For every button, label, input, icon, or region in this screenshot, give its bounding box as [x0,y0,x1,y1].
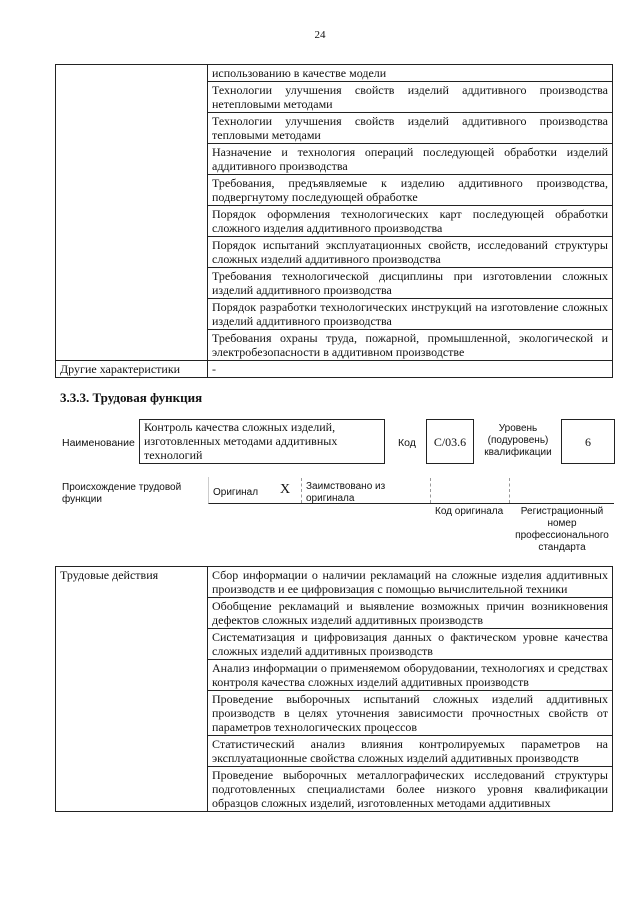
level-box [561,419,615,464]
knowledge-row: Требования технологической дисциплины при изготовлении сложных изделий аддитивного производства [208,268,613,299]
knowledge-row: Технологии улучшения свойств изделий аддитивного производства тепловыми методами [208,113,613,144]
level-value: 6 [585,434,591,449]
labor-action-row: Систематизация и цифровизация данных о фактическом уровне качества сложных изделий аддитивных производств [208,629,613,660]
code-label: Код [398,437,416,449]
borrowed-label: Заимствовано из оригинала [306,481,386,504]
knowledge-row: Технологии улучшения свойств изделий аддитивного производства нетепловыми методами [208,82,613,113]
knowledge-row: Порядок испытаний эксплуатационных свойств, исследований структуры сложных изделий аддитивного производства [208,237,613,268]
code-original-label: Код оригинала [435,506,504,517]
knowledge-row: Назначение и технология операций последующей обработки изделий аддитивного производства [208,144,613,175]
level-label: Уровень (подуровень) квалификации [484,423,552,458]
origin-divider [509,478,510,503]
code-value: С/03.6 [433,434,467,449]
knowledge-label-cell [56,65,208,361]
function-name-box [139,419,385,464]
function-name-value: Контроль качества сложных изделий, изготовленных методами аддитивных технологий [144,420,338,462]
section-title: 3.3.3. Трудовая функция [60,390,203,405]
labor-action-row: Сбор информации о наличии рекламаций на сложные изделия аддитивных производств и ее цифровизация с помощью вычислительной техники [208,567,613,598]
labor-action-row: Проведение выборочных испытаний сложных изделий аддитивных производств в целях уточнения зависимости прочностных свойств от параметров технологических процессов [208,691,613,736]
knowledge-row: Порядок оформления технологических карт последующей обработки сложного изделия аддитивного производства [208,206,613,237]
labor-action-row: Проведение выборочных металлографических исследований структуры подготовленных специалистами более низкого уровня квалификации образцов сложных изделий, изготовленных методами аддитивных [208,767,613,812]
origin-divider [430,478,431,503]
knowledge-row: Требования, предъявляемые к изделию аддитивного производства, подвергнутому последующей обработке [208,175,613,206]
other-characteristics-label: Другие характеристики [56,361,208,378]
knowledge-table [55,64,613,378]
labor-action-row: Анализ информации о применяемом оборудовании, технологиях и средствах контроля качества сложных изделий аддитивных производств [208,660,613,691]
other-characteristics-value: - [208,361,613,378]
original-mark: X [280,482,291,497]
origin-divider [301,478,302,503]
labor-action-row: Статистический анализ влияния контролируемых параметров на эксплуатационные свойства сложных изделий аддитивных производств [208,736,613,767]
original-label: Оригинал [213,487,259,498]
page-number: 24 [314,29,326,41]
labor-actions-label: Трудовые действия [56,567,208,812]
knowledge-row: Порядок разработки технологических инструкций на изготовление сложных изделий аддитивного производства [208,299,613,330]
reg-number-label: Регистрационный номер профессионального стандарта [515,506,609,553]
labor-action-row: Обобщение рекламаций и выявление возможных причин возникновения дефектов сложных изделий аддитивных производств [208,598,613,629]
knowledge-row: использованию в качестве модели [208,65,613,82]
code-box [426,419,474,464]
knowledge-row: Требования охраны труда, пожарной, промышленной, экологической и электробезопасности в аддитивном производстве [208,330,613,361]
origin-label: Происхождение трудовой функции [62,482,182,505]
name-label: Наименование [62,437,135,449]
labor-actions-table [55,566,613,812]
